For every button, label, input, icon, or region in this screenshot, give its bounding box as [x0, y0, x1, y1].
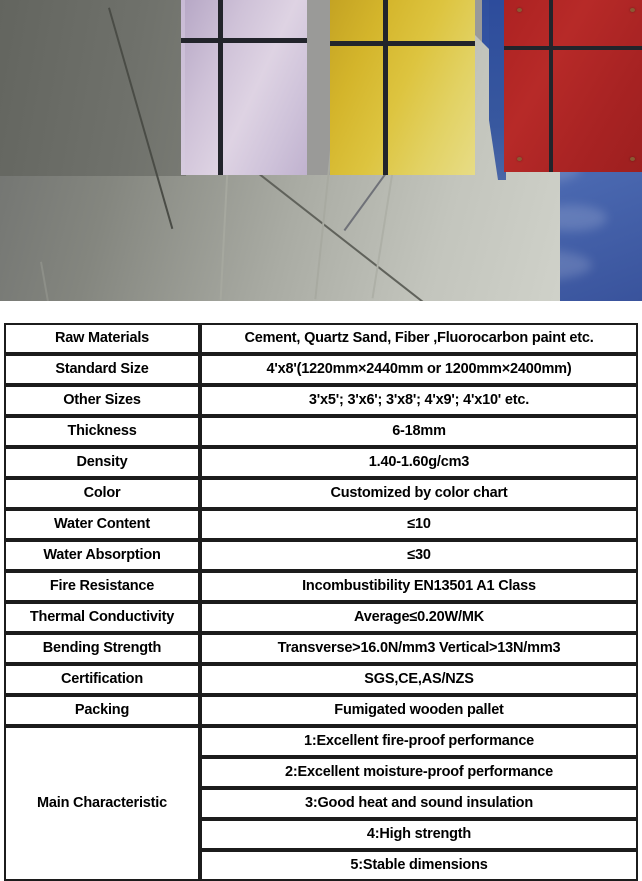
spec-label-bending-strength: Bending Strength — [4, 633, 200, 664]
table-row — [4, 447, 638, 478]
panel-fastener — [630, 157, 635, 161]
panel-fastener — [517, 8, 522, 12]
spec-label-fire-resistance: Fire Resistance — [4, 571, 200, 602]
spec-value-bending-strength: Transverse>16.0N/mm3 Vertical>13N/mm3 — [200, 633, 638, 664]
lavender-panel-face — [185, 0, 307, 175]
specification-table-container — [0, 323, 642, 881]
spec-label-packing: Packing — [4, 695, 200, 726]
table-row — [4, 416, 638, 447]
main-characteristic-item-2: 2:Excellent moisture-proof performance — [200, 757, 638, 788]
spec-value-certification: SGS,CE,AS/NZS — [200, 664, 638, 695]
spec-value-thickness: 6-18mm — [200, 416, 638, 447]
spec-value-fire-resistance: Incombustibility EN13501 A1 Class — [200, 571, 638, 602]
specification-table-body — [4, 323, 638, 881]
spec-label-standard-size: Standard Size — [4, 354, 200, 385]
facade-photo-scene — [0, 0, 642, 301]
spec-label-other-sizes: Other Sizes — [4, 385, 200, 416]
specification-table — [4, 323, 638, 881]
spec-label-water-absorption: Water Absorption — [4, 540, 200, 571]
spec-value-water-content: ≤10 — [200, 509, 638, 540]
table-row — [4, 664, 638, 695]
table-row — [4, 385, 638, 416]
main-characteristic-item-4: 4:High strength — [200, 819, 638, 850]
photo-table-separator — [0, 301, 642, 323]
table-row — [4, 633, 638, 664]
panel-joint-line — [218, 0, 223, 175]
spec-value-density: 1.40-1.60g/cm3 — [200, 447, 638, 478]
spec-value-other-sizes: 3'x5'; 3'x6'; 3'x8'; 4'x9'; 4'x10' etc. — [200, 385, 638, 416]
spec-value-packing: Fumigated wooden pallet — [200, 695, 638, 726]
main-characteristic-item-5: 5:Stable dimensions — [200, 850, 638, 881]
spec-value-color: Customized by color chart — [200, 478, 638, 509]
red-panel-face — [504, 0, 642, 172]
table-row — [4, 602, 638, 633]
panel-joint-line — [504, 46, 642, 50]
table-row — [4, 354, 638, 385]
table-row — [4, 540, 638, 571]
panel-fastener — [517, 157, 522, 161]
yellow-panel-group — [330, 0, 475, 175]
panel-joint-line — [185, 38, 307, 43]
spec-label-certification: Certification — [4, 664, 200, 695]
spec-label-density: Density — [4, 447, 200, 478]
spec-label-water-content: Water Content — [4, 509, 200, 540]
spec-label-color: Color — [4, 478, 200, 509]
panel-joint-line — [330, 41, 475, 46]
table-row — [4, 323, 638, 354]
main-characteristic-item-3: 3:Good heat and sound insulation — [200, 788, 638, 819]
red-panel-group — [504, 0, 642, 172]
table-row — [4, 726, 638, 757]
spec-value-standard-size: 4'x8'(1220mm×2440mm or 1200mm×2400mm) — [200, 354, 638, 385]
table-row — [4, 478, 638, 509]
main-characteristic-item-1: 1:Excellent fire-proof performance — [200, 726, 638, 757]
spec-label-thickness: Thickness — [4, 416, 200, 447]
panel-joint-line — [383, 0, 388, 175]
table-row — [4, 571, 638, 602]
panel-fastener — [630, 8, 635, 12]
table-row — [4, 695, 638, 726]
panel-joint-line — [549, 0, 553, 172]
spec-value-raw-materials: Cement, Quartz Sand, Fiber ,Fluorocarbon paint etc. — [200, 323, 638, 354]
spec-label-raw-materials: Raw Materials — [4, 323, 200, 354]
spec-label-thermal-conductivity: Thermal Conductivity — [4, 602, 200, 633]
spec-value-thermal-conductivity: Average≤0.20W/MK — [200, 602, 638, 633]
spec-value-water-absorption: ≤30 — [200, 540, 638, 571]
product-photo — [0, 0, 642, 301]
spec-label-main-characteristic: Main Characteristic — [4, 726, 200, 881]
table-row — [4, 509, 638, 540]
lavender-panel-group — [185, 0, 307, 175]
yellow-panel-face — [330, 0, 475, 175]
